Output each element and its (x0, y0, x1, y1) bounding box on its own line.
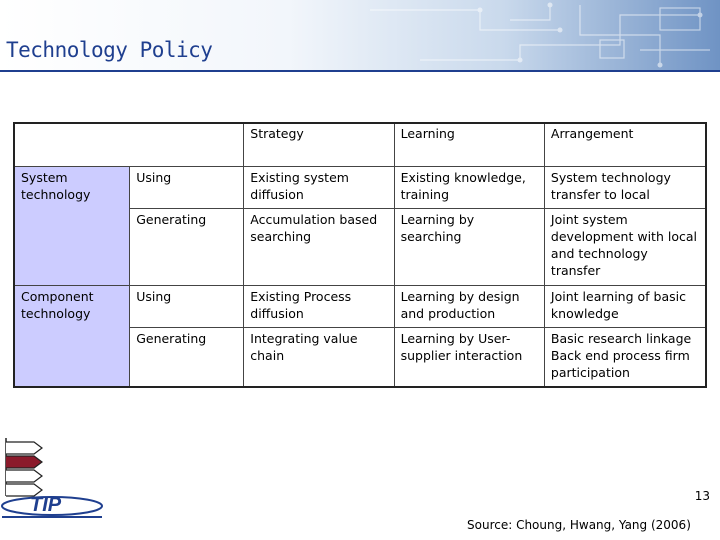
corner-cell (14, 123, 244, 167)
learning-cell: Learning by design and production (394, 285, 544, 327)
row-type-cell: Generating (130, 208, 244, 285)
arrangement-cell: Joint system development with local and technology transfer (544, 208, 706, 285)
strategy-cell: Integrating value chain (244, 327, 394, 387)
group-label-system-technology: System technology (14, 167, 130, 286)
group-label-component-technology: Component technology (14, 285, 130, 387)
row-type-cell: Generating (130, 327, 244, 387)
row-type-cell: Using (130, 167, 244, 209)
strategy-cell: Accumulation based searching (244, 208, 394, 285)
column-header-arrangement: Arrangement (544, 123, 706, 167)
logo-stacked-tabs-icon (6, 438, 42, 496)
column-header-learning: Learning (394, 123, 544, 167)
arrangement-cell: Joint learning of basic knowledge (544, 285, 706, 327)
learning-cell: Existing knowledge, training (394, 167, 544, 209)
header-divider (0, 70, 720, 72)
learning-cell: Learning by searching (394, 208, 544, 285)
strategy-cell: Existing system diffusion (244, 167, 394, 209)
table-row (14, 167, 706, 209)
logo-underline (2, 516, 102, 518)
arrangement-cell: System technology transfer to local (544, 167, 706, 209)
arrangement-cell: Basic research linkage Back end process firm participation (544, 327, 706, 387)
learning-cell: Learning by User-supplier interaction (394, 327, 544, 387)
column-header-strategy: Strategy (244, 123, 394, 167)
logo-text: TIP (30, 494, 62, 516)
circuit-board-graphic (360, 0, 720, 70)
strategy-cell: Existing Process diffusion (244, 285, 394, 327)
source-citation: Source: Choung, Hwang, Yang (2006) (467, 518, 691, 532)
table-row (14, 285, 706, 327)
row-type-cell: Using (130, 285, 244, 327)
page-number: 13 (694, 489, 710, 503)
header-banner (0, 0, 720, 70)
table-header-row (14, 123, 706, 167)
page-title: Technology Policy (6, 38, 213, 62)
tip-logo (0, 436, 108, 520)
technology-policy-table (13, 122, 707, 388)
